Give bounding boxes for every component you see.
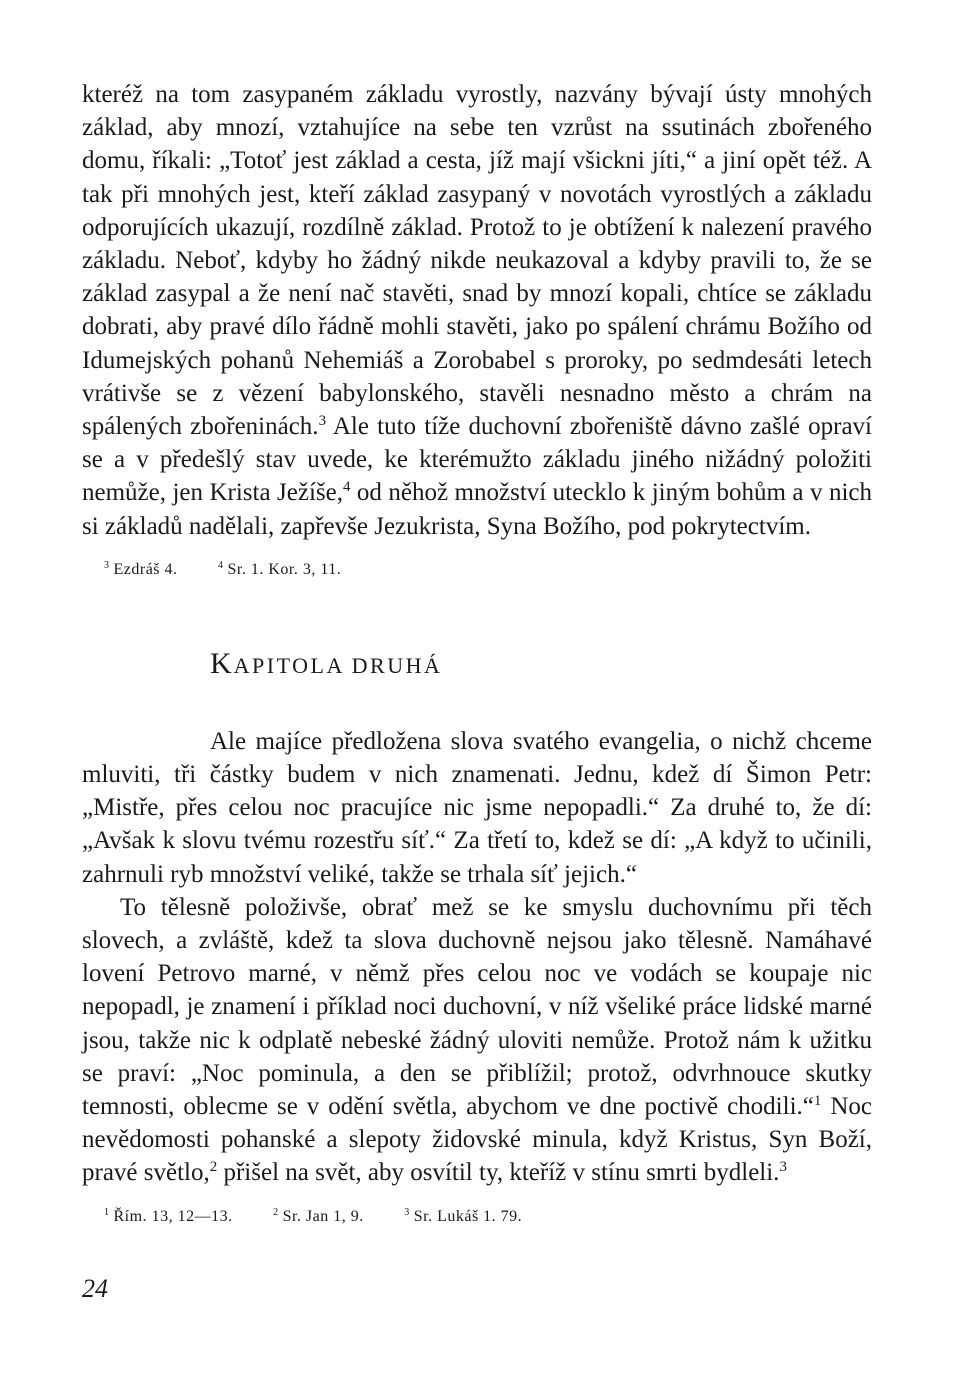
footnote: $^4$ Sr. 1. Kor. 3, 11. [218, 559, 342, 578]
footnotes-top [104, 559, 872, 581]
chapter-title: KAPITOLA DRUHÁ [210, 646, 443, 680]
footnote-ref: 3 [779, 1159, 787, 1176]
page-body [82, 78, 872, 1228]
paragraph-2: To tělesně položivše, obrať mež se ke smyslu duchovnímu při těch slovech, a zvláště, kdež ta slova duchovně nejsou jako tělesně. Namáhavé lovení Petrovo marné, v němž přes celou noc ve vodách se koupaje nic nepopadl, je znamení i příklad noci duchovní, v níž všeliké práce lidské marné jsou, takže nic k odplatě nebeské žádný uloviti nemůže. Protož nám k užitku se praví: „Noc pominula, a den se přiblížil; protož, odvrhnouce skutky temnosti, oblecme se v odění světla, abychom ve dne poctivě chodili.“$^1$ Noc nevědomosti pohanské a slepoty židovské minula, když Kristus, Syn Boží, pravé světlo,$^2$ přišel na svět, aby osvítil ty, kteříž v stínu smrti bydleli.$^3$ [82, 893, 872, 1187]
footnote-ref: 2 [209, 1159, 218, 1176]
footnote-ref: 3 [318, 413, 327, 430]
footnote-ref: 4 [342, 479, 351, 496]
footnote: $^1$ Řím. 13, 12—13. [104, 1206, 233, 1225]
footnotes-bottom [104, 1206, 872, 1228]
top-paragraph: kteréž na tom zasypaném základu vyrostly, nazvány bývají ústy mnohých základ, aby mnozí, vztahujíce na sebe ten vzrůst na ssutinách zbořeného domu, říkali: „Totoť jest základ a cesta, jíž mají všickni jíti,“ a jiní opět též. A tak při mnohých jest, kteří základ zasypaný v novotách vyrostlých a základu odporujících ukazují, rozdílně základ. Protož to je obtížení k nalezení pravého základu. Neboť, kdyby ho žádný nikde neukazoval a kdyby pravili to, že se základ zasypal a že není nač stavěti, snad by mnozí kopali, chtíce se základu dobrati, aby pravé dílo řádně mohli stavěti, jako po spálení chrámu Božího od Idumejských pohanů Nehemiáš a Zorobabel s proroky, po sedmdesáti letech vrátivše se z vězení babylonského, stavěli nesnadno město a chrám na spálených zbořeninách.$^3$ Ale tuto tíže duchovní zbořeniště dávno zašlé opraví se a v předešlý stav uvede, ke kterémužto základu jiného nižádný položiti nemůže, jen Krista Ježíše,$^4$ od něhož množství utecklo k jiným bohům a v nich si základů nadělali, zapřevše Jezukrista, Syna Božího, pod pokrytectvím. [82, 81, 872, 540]
paragraph-1: Ale majíce předložena slova svatého evangelia, o nichž chceme mluviti, tři částky budem v nich znamenati. Jednu, kdež dí Šimon Petr: „Mistře, přes celou noc pracujíce nic jsme nepopadli.“ Za druhé to, že dí: „Avšak k slovu tvému rozestřu síť.“ Za třetí to, kdež se dí: „A když to učinili, zahrnuli ryb množství veliké, takže se trhala síť jejich.“ [82, 727, 872, 888]
footnote: $^3$ Sr. Lukáš 1. 79. [404, 1206, 523, 1225]
footnote: $^2$ Sr. Jan 1, 9. [273, 1206, 364, 1225]
footnote-ref: 1 [813, 1093, 822, 1110]
footnote: $^3$ Ezdráš 4. [104, 559, 178, 578]
page-number: 24 [82, 1274, 108, 1303]
